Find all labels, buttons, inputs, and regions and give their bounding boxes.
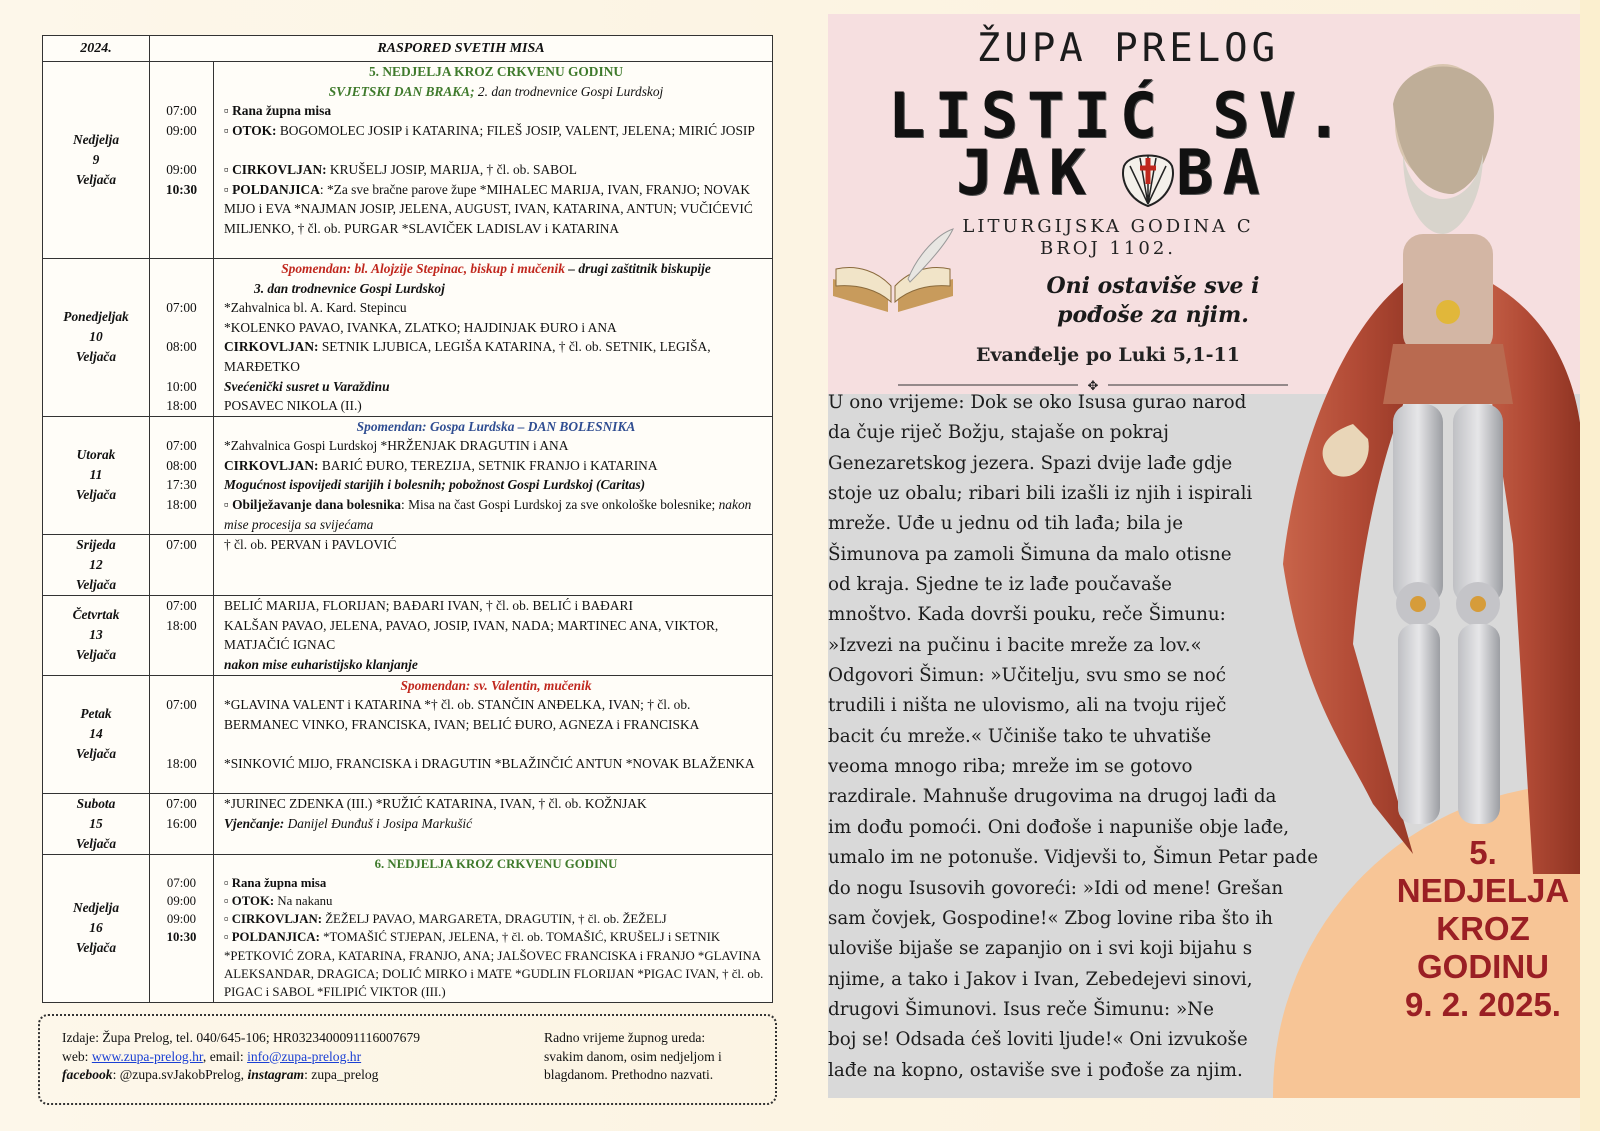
mass-intention: ▫ CIRKOVLJAN: ŽEŽELJ PAVAO, MARGARETA, DRAGUTIN, † čl. ob. ŽEŽELJ bbox=[224, 912, 667, 927]
day-cell bbox=[43, 675, 150, 794]
liturgical-heading: Spomendan: sv. Valentin, mučenik bbox=[400, 677, 592, 693]
mass-time: 07:00 bbox=[166, 537, 197, 553]
mass-intention: *SINKOVIĆ MIJO, FRANCISKA i DRAGUTIN *BLAŽINČIĆ ANTUN *NOVAK BLAŽENKA bbox=[224, 756, 755, 772]
day-number: 16 bbox=[89, 920, 103, 936]
sunday-date: 9. 2. 2025. bbox=[1405, 986, 1561, 1023]
liturgical-heading: 5. NEDJELJA KROZ CRKVENU GODINU bbox=[368, 64, 624, 79]
gospel-line: im dođu pomoći. Oni dođoše i napuniše obje lađe, bbox=[828, 816, 1290, 838]
gospel-line: U ono vrijeme: Dok se oko Isusa gurao narod bbox=[828, 392, 1247, 413]
schedule-day-row bbox=[43, 62, 773, 259]
mass-time: 08:00 bbox=[166, 339, 197, 355]
intentions-cell bbox=[214, 535, 773, 596]
day-cell bbox=[43, 62, 150, 259]
schedule-day-row bbox=[43, 535, 773, 596]
mass-time: 09:00 bbox=[166, 161, 197, 177]
day-name: Ponedjeljak bbox=[63, 309, 129, 325]
parish-name: ŽUPA PRELOG bbox=[976, 26, 1280, 71]
gospel-line: sam čovjek, Gospodine!« Zbog lovine riba što ih bbox=[828, 907, 1273, 929]
time-cell bbox=[150, 535, 214, 596]
mass-intention: ▫ OTOK: Na nakanu bbox=[224, 893, 333, 908]
gospel-line: Odgovori Šimun: »Učitelju, svu smo se noć bbox=[828, 665, 1226, 687]
mass-time: 07:00 bbox=[166, 103, 197, 119]
day-name: Četvrtak bbox=[72, 607, 120, 623]
day-cell bbox=[43, 258, 150, 416]
mass-time: 10:30 bbox=[166, 930, 197, 945]
gospel-line: bacit ću mreže.« Učiniše tako te uhvatiše bbox=[828, 725, 1212, 747]
day-name: Srijeda bbox=[76, 537, 116, 553]
intentions-cell bbox=[214, 675, 773, 794]
mass-intention: CIRKOVLJAN: SETNIK LJUBICA, LEGIŠA KATARINA, † čl. ob. SETNIK, LEGIŠA, MARĐETKO bbox=[224, 339, 711, 374]
schedule-day-row bbox=[43, 416, 773, 535]
liturgical-heading: Spomendan: Gospa Lurdska – DAN BOLESNIKA bbox=[356, 418, 636, 434]
gospel-line: lađe na kopno, ostaviše sve i pođoše za njim. bbox=[828, 1059, 1243, 1081]
day-name: Nedjelja bbox=[72, 900, 120, 916]
mass-intention: ▫ Obilježavanje dana bolesnika: Misa na čast Gospi Lurdskoj za sve onkološke bolesnike; nakon mise procesija sa svijećama bbox=[224, 497, 752, 532]
day-month: Veljača bbox=[75, 746, 117, 762]
liturgical-info bbox=[938, 216, 1278, 260]
time-cell bbox=[150, 62, 214, 259]
time-cell bbox=[150, 675, 214, 794]
bulletin-panel bbox=[828, 14, 1580, 1098]
sunday-title-line: GODINU bbox=[1417, 948, 1549, 985]
time-cell bbox=[150, 794, 214, 855]
day-cell bbox=[43, 416, 150, 535]
day-cell bbox=[43, 535, 150, 596]
schedule-day-row bbox=[43, 596, 773, 675]
gospel-text bbox=[828, 388, 1388, 1086]
mass-schedule-table bbox=[42, 35, 773, 1003]
schedule-header-row bbox=[43, 36, 773, 62]
gospel-line: »Izvezi na pučinu i bacite mreže za lov.« bbox=[828, 634, 1202, 656]
gospel-line: razdirale. Mahnuše drugovima na drugoj lađi da bbox=[828, 786, 1277, 808]
day-month: Veljača bbox=[75, 940, 117, 956]
mass-time: 10:00 bbox=[166, 378, 197, 394]
email-link[interactable]: info@zupa-prelog.hr bbox=[247, 1048, 362, 1064]
publisher-info bbox=[62, 1029, 420, 1085]
sunday-title-line: NEDJELJA bbox=[1396, 872, 1570, 909]
time-cell bbox=[150, 855, 214, 1002]
office-hours-line: svakim danom, osim nedjeljom i bbox=[544, 1048, 722, 1064]
schedule-year: 2024. bbox=[43, 36, 150, 62]
intentions-cell bbox=[214, 416, 773, 535]
gospel-line: trudili i ništa ne ulovismo, ali na tvoju riječ bbox=[828, 695, 1227, 717]
day-cell bbox=[43, 855, 150, 1002]
gospel-motto bbox=[978, 272, 1328, 330]
mass-intention: Svećenički susret u Varaždinu bbox=[224, 378, 390, 394]
schedule-day-row bbox=[43, 258, 773, 416]
day-number: 12 bbox=[89, 557, 103, 573]
day-name: Subota bbox=[76, 796, 116, 812]
mass-intention: POSAVEC NIKOLA (II.) bbox=[224, 398, 362, 414]
gospel-line: stoje uz obalu; ribari bili izašli iz njih i ispirali bbox=[828, 483, 1253, 505]
mass-intention: *Zahvalnica bl. A. Kard. Stepincu bbox=[224, 300, 407, 316]
mass-intention: Mogućnost ispovijedi starijih i bolesnih; pobožnost Gospi Lurdskoj (Caritas) bbox=[224, 477, 646, 493]
world-marriage-day: SVJETSKI DAN BRAKA; bbox=[328, 83, 475, 99]
mass-time: 07:00 bbox=[166, 438, 197, 454]
bulletin-title-line2b: BA bbox=[1176, 136, 1269, 209]
mass-intention: KALŠAN PAVAO, JELENA, PAVAO, JOSIP, IVAN, NADA; MARTINEC ANA, VIKTOR, MATJAČIĆ IGNAC bbox=[224, 617, 719, 653]
mass-time: 18:00 bbox=[166, 756, 197, 772]
mass-intention: *Zahvalnica Gospi Lurdskoj *HRŽENJAK DRAGUTIN i ANA bbox=[224, 438, 569, 454]
gospel-line: od kraja. Sjedne te iz lađe poučavaše bbox=[828, 574, 1172, 596]
schedule-day-row bbox=[43, 794, 773, 855]
mass-intention: ▫ POLDANJICA: *Za sve bračne parove župe *MIHALEC MARIJA, IVAN, FRANJO; NOVAK MIJO i EVA *NAJMAN JOSIP, JELENA, AUGUST, IVAN, KATARINA, ANTUN; VUČIĆEVIĆ MILJENKO, † čl. ob. PURGAR *SLAVIČEK LADISLAV i KATARINA bbox=[224, 181, 753, 236]
mass-intention: ▫ OTOK: BOGOMOLEC JOSIP i KATARINA; FILEŠ JOSIP, VALENT, JELENA; MIRIĆ JOSIP bbox=[224, 122, 755, 138]
schedule-day-row bbox=[43, 855, 773, 1002]
mass-time: 16:00 bbox=[166, 815, 197, 831]
gospel-reference: Evanđelje po Luki 5,1-11 bbox=[976, 344, 1240, 366]
day-cell bbox=[43, 596, 150, 675]
day-number: 13 bbox=[89, 627, 103, 643]
day-month: Veljača bbox=[75, 577, 117, 593]
day-number: 9 bbox=[92, 151, 100, 167]
gospel-line: mreže. Uđe u jednu od tih lađa; bila je bbox=[828, 513, 1184, 535]
gospel-line: do nogu Isusovih govoreći: »Idi od mene! Grešan bbox=[828, 877, 1284, 899]
day-month: Veljača bbox=[75, 171, 117, 187]
mass-time: 07:00 bbox=[166, 875, 197, 890]
gospel-line: njime, a tako i Jakov i Ivan, Zebedejevi sinovi, bbox=[828, 968, 1253, 990]
mass-time: 09:00 bbox=[166, 893, 197, 908]
schedule-title: RASPORED SVETIH MISA bbox=[150, 36, 773, 62]
website-link[interactable]: www.zupa-prelog.hr bbox=[91, 1048, 203, 1064]
day-month: Veljača bbox=[75, 487, 117, 503]
mass-intention: CIRKOVLJAN: BARIĆ ĐURO, TEREZIJA, SETNIK FRANJO i KATARINA bbox=[224, 457, 658, 473]
day-name: Utorak bbox=[76, 447, 116, 463]
day-cell bbox=[43, 794, 150, 855]
mass-intention: *JURINEC ZDENKA (III.) *RUŽIĆ KATARINA, IVAN, † čl. ob. KOŽNJAK bbox=[224, 796, 647, 812]
mass-time: 08:00 bbox=[166, 457, 197, 473]
day-name: Nedjelja bbox=[72, 131, 120, 147]
motto-line: pođoše za njim. bbox=[1057, 302, 1249, 328]
day-month: Veljača bbox=[75, 647, 117, 663]
liturgical-subheading: 3. dan trodnevnice Gospi Lurdskoj bbox=[254, 280, 445, 296]
gospel-line: Šimunova pa zamoli Šimuna da malo otisne bbox=[828, 543, 1232, 565]
mass-intention: BELIĆ MARIJA, FLORIJAN; BAĐARI IVAN, † čl. ob. BELIĆ i BAĐARI bbox=[224, 598, 633, 614]
mass-intention: † čl. ob. PERVAN i PAVLOVIĆ bbox=[224, 537, 397, 553]
bulletin-title-line1: LISTIĆ SV. bbox=[888, 79, 1352, 152]
mass-intention: *KOLENKO PAVAO, IVANKA, ZLATKO; HAJDINJAK ĐURO i ANA bbox=[224, 319, 617, 335]
gospel-line: drugovi Šimunovi. Isus reče Šimunu: »Ne bbox=[828, 998, 1214, 1020]
time-cell bbox=[150, 416, 214, 535]
mass-intention: ▫ Rana župna misa bbox=[224, 103, 332, 119]
day-month: Veljača bbox=[75, 349, 117, 365]
motto-line: Oni ostaviše sve i bbox=[1046, 273, 1260, 299]
intentions-cell bbox=[214, 62, 773, 259]
time-cell bbox=[150, 258, 214, 416]
mass-time: 18:00 bbox=[166, 617, 197, 633]
day-number: 14 bbox=[89, 726, 103, 742]
day-number: 15 bbox=[89, 816, 103, 832]
adoration-note: nakon mise euharistijsko klanjanje bbox=[224, 657, 418, 673]
publisher-line: Izdaje: Župa Prelog, tel. 040/645-106; HR0323400091116007679 bbox=[62, 1030, 421, 1045]
liturgical-heading: 6. NEDJELJA KROZ CRKVENU GODINU bbox=[374, 857, 618, 872]
office-hours bbox=[544, 1029, 769, 1085]
mass-time: 07:00 bbox=[166, 300, 197, 316]
mass-time: 18:00 bbox=[166, 497, 197, 513]
mass-time: 07:00 bbox=[166, 796, 197, 812]
liturgical-year: LITURGIJSKA GODINA C bbox=[962, 216, 1254, 237]
page-edge bbox=[1580, 0, 1600, 1131]
gospel-line: umalo im ne potonuše. Vidjevši to, Šimun Petar pade bbox=[828, 847, 1319, 869]
sunday-title-line: KROZ bbox=[1436, 910, 1530, 947]
publisher-footer bbox=[38, 1014, 777, 1105]
novena-note: 2. dan trodnevnice Gospi Lurdskoj bbox=[474, 83, 664, 99]
time-cell bbox=[150, 596, 214, 675]
liturgical-subheading bbox=[224, 82, 768, 102]
intentions-cell bbox=[214, 794, 773, 855]
mass-intention: ▫ POLDANJICA: *TOMAŠIĆ STJEPAN, JELENA, † čl. ob. TOMAŠIĆ, KRUŠELJ i SETNIK *PETKOVIĆ ZORA, KATARINA, FRANJO, ANA; JALŠOVEC FRANCISKA i FRANJO *GLAVINA ALEKSANDAR, DRAGICA; DOLIĆ MIRKO i MATE *GUDLIN FLORIJAN *PIGAC IVAN, † čl. ob. PIGAC i SABOL *FILIPIĆ VIKTOR (III.) bbox=[224, 930, 764, 1000]
issue-number: BROJ 1102. bbox=[1039, 238, 1176, 259]
day-number: 11 bbox=[89, 467, 103, 483]
mass-time: 09:00 bbox=[166, 912, 197, 927]
mass-intention: *GLAVINA VALENT i KATARINA *† čl. ob. STANČIN ANĐELKA, IVAN; † čl. ob. BERMANEC VINKO, FRANCISKA, IVAN; BELIĆ ĐURO, AGNEZA i FRANCISKA bbox=[224, 697, 700, 732]
mass-intention: ▫ Rana župna misa bbox=[224, 875, 327, 890]
mass-time: 09:00 bbox=[166, 122, 197, 138]
mass-time: 10:30 bbox=[165, 181, 198, 197]
mass-intention: Vjenčanje: Danijel Đunđuš i Josipa Markušić bbox=[224, 815, 473, 831]
sunday-title-line: 5. bbox=[1469, 834, 1497, 871]
mass-time: 17:30 bbox=[166, 477, 197, 493]
day-name: Petak bbox=[80, 706, 112, 722]
mass-time: 07:00 bbox=[166, 697, 197, 713]
svg-text:✥: ✥ bbox=[1087, 379, 1099, 391]
gospel-line: mnoštvo. Kada dovrši pouku, reče Šimunu: bbox=[828, 604, 1226, 626]
gospel-line: da čuje riječ Božju, stajaše on pokraj bbox=[828, 422, 1169, 444]
gospel-line: uloviše bijaše se zapanjio on i svi koji bijahu s bbox=[828, 938, 1253, 960]
bulletin-title-line2a: JAK bbox=[956, 136, 1095, 209]
intentions-cell bbox=[214, 855, 773, 1002]
liturgical-heading: Spomendan: bl. Alojzije Stepinac, biskup i mučenik – drugi zaštitnik biskupije bbox=[281, 260, 711, 276]
gospel-line: boj se! Odsada ćeš loviti ljude!« Oni izvukoše bbox=[828, 1029, 1248, 1051]
contact-line: web: www.zupa-prelog.hr, email: info@zupa-prelog.hr bbox=[62, 1048, 362, 1064]
gospel-line: veoma mnogo riba; mreže im se gotovo bbox=[828, 756, 1193, 778]
intentions-cell bbox=[214, 596, 773, 675]
day-month: Veljača bbox=[75, 836, 117, 852]
sunday-date-label bbox=[1388, 834, 1578, 1024]
office-hours-line: blagdanom. Prethodno nazvati. bbox=[544, 1067, 714, 1083]
mass-intention: ▫ CIRKOVLJAN: KRUŠELJ JOSIP, MARIJA, † čl. ob. SABOL bbox=[224, 161, 577, 177]
gospel-line: Genezaretskog jezera. Spazi dvije lađe gdje bbox=[828, 452, 1233, 474]
office-hours-title: Radno vrijeme župnog ureda: bbox=[544, 1030, 706, 1045]
scallop-shell-icon bbox=[1118, 144, 1178, 208]
schedule-day-row bbox=[43, 675, 773, 794]
intentions-cell bbox=[214, 258, 773, 416]
mass-time: 18:00 bbox=[166, 398, 197, 414]
open-book-quill-icon bbox=[828, 224, 958, 314]
mass-time: 07:00 bbox=[166, 598, 197, 614]
day-number: 10 bbox=[89, 329, 103, 345]
social-line: facebook: @zupa.svJakobPrelog, instagram: zupa_prelog bbox=[62, 1067, 379, 1083]
